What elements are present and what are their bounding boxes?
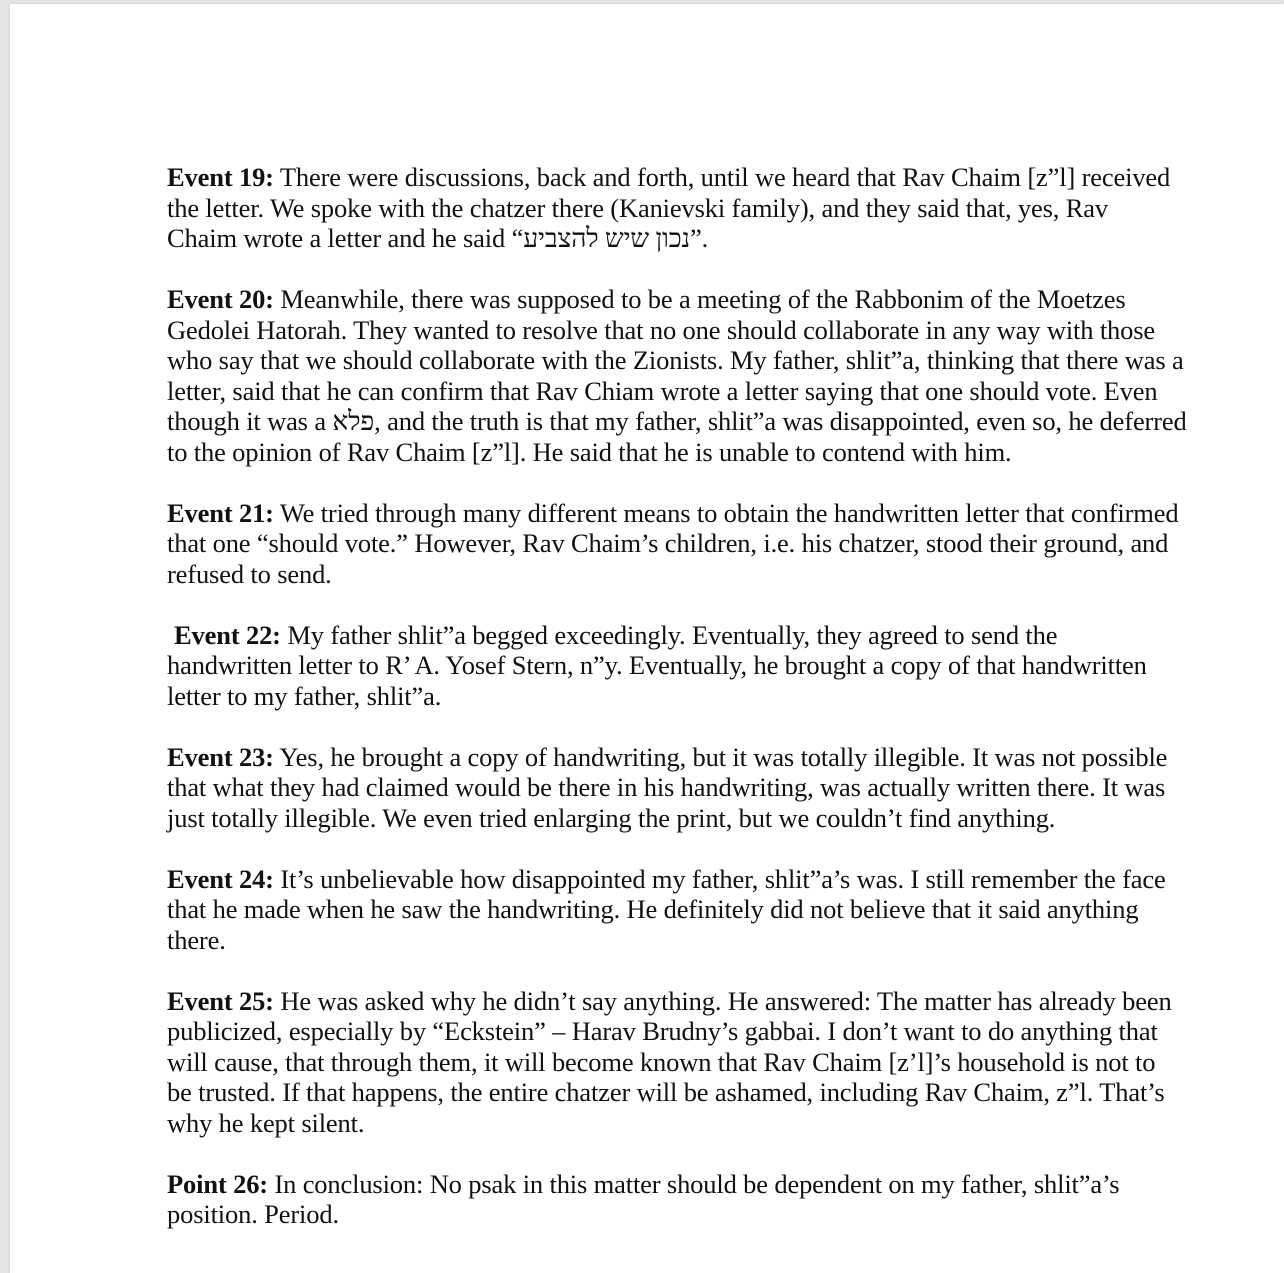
paragraph-label: Event 24: bbox=[167, 863, 274, 894]
paragraph-text: It’s unbelievable how disappointed my father, shlit”a’s was. I still remember the face bbox=[273, 863, 1166, 894]
hebrew-word: פלא bbox=[332, 406, 375, 436]
paragraph-text: just totally illegible. We even tried enlarging the print, but we couldn’t find anything. bbox=[167, 802, 1056, 833]
paragraph-text: position. Period. bbox=[167, 1199, 339, 1229]
paragraph-text: though it was a bbox=[167, 406, 333, 436]
paragraph-label: Event 23: bbox=[167, 741, 274, 772]
paragraph-label: Event 21: bbox=[167, 497, 274, 528]
paragraph-text: We tried through many different means to obtain the handwritten letter that confirmed bbox=[273, 497, 1179, 528]
paragraph-event-19 bbox=[167, 162, 1207, 254]
paragraph-text: There were discussions, back and forth, until we heard that Rav Chaim [z”l] received bbox=[273, 162, 1171, 192]
hebrew-quote: נכון שיש להצביע bbox=[523, 223, 691, 253]
paragraph-event-22 bbox=[167, 620, 1207, 651]
paragraph-point-26 bbox=[167, 1169, 1207, 1230]
paragraph-text: why he kept silent. bbox=[167, 1107, 365, 1138]
paragraph-label: Event 19: bbox=[167, 162, 274, 192]
paragraph-event-24 bbox=[167, 864, 1207, 956]
paragraph-text: ”. bbox=[690, 223, 709, 253]
paragraph-label: Event 25: bbox=[167, 985, 274, 1016]
paragraph-text: be trusted. If that happens, the entire chatzer will be ashamed, including Rav Chaim, z”l. That’s bbox=[167, 1077, 1165, 1107]
paragraph-text: Gedolei Hatorah. They wanted to resolve that no one should collaborate in any way with those bbox=[167, 314, 1156, 345]
paragraph-text: letter to my father, shlit”a. bbox=[167, 680, 442, 711]
paragraph-event-25 bbox=[167, 986, 1207, 1139]
paragraph-text: to the opinion of Rav Chaim [z”l]. He said that he is unable to contend with him. bbox=[167, 436, 1012, 467]
paragraph-text: He was asked why he didn’t say anything. He answered: The matter has already been bbox=[273, 985, 1172, 1016]
paragraph-text: that what they had claimed would be there in his handwriting, was actually written there. It was bbox=[167, 772, 1166, 802]
paragraph-event-21 bbox=[167, 498, 1207, 590]
paragraph-text: there. bbox=[167, 924, 226, 955]
paragraph-text: that one “should vote.” However, Rav Chaim’s children, i.e. his chatzer, stood their ground, and bbox=[167, 528, 1169, 558]
paragraph-label: Event 20: bbox=[167, 284, 274, 314]
document-body bbox=[167, 162, 1207, 1260]
paragraph-text: the letter. We spoke with the chatzer there (Kanievski family), and they said that, yes, Rav bbox=[167, 192, 1108, 223]
paragraph-text: that he made when he saw the handwriting. He definitely did not believe that it said anything bbox=[167, 894, 1139, 924]
paragraph-label: Point 26: bbox=[167, 1168, 268, 1199]
paragraph-event-23 bbox=[167, 742, 1207, 834]
paragraph-label: Event 22: bbox=[174, 619, 281, 650]
paragraph-event-20 bbox=[167, 284, 1207, 467]
paragraph-text: will cause, that through them, it will become known that Rav Chaim [z’l]’s household is not to bbox=[167, 1046, 1156, 1077]
paragraph-text: Yes, he brought a copy of handwriting, but it was totally illegible. It was not possible bbox=[273, 741, 1168, 772]
paragraph-text: publicized, especially by “Eckstein” – Harav Brudny’s gabbai. I don’t want to do anything that bbox=[167, 1016, 1158, 1046]
paragraph-text: My father shlit”a begged exceedingly. Eventually, they agreed to send the bbox=[280, 619, 1058, 650]
paragraph-text: who say that we should collaborate with the Zionists. My father, shlit”a, thinking that there was a bbox=[167, 345, 1184, 375]
paragraph-text: handwritten letter to R’ A. Yosef Stern, n”y. Eventually, he brought a copy of that handwritten bbox=[167, 650, 1147, 680]
paragraph-text: Meanwhile, there was supposed to be a meeting of the Rabbonim of the Moetzes bbox=[273, 284, 1126, 314]
document-page bbox=[10, 4, 1284, 1273]
paragraph-text: letter, said that he can confirm that Rav Chiam wrote a letter saying that one should vote. Even bbox=[167, 375, 1158, 406]
paragraph-text: , and the truth is that my father, shlit”a was disappointed, even so, he deferred bbox=[374, 406, 1187, 436]
paragraph-text: Chaim wrote a letter and he said “ bbox=[167, 223, 524, 253]
paragraph-text: In conclusion: No psak in this matter should be dependent on my father, shlit”a’s bbox=[267, 1168, 1120, 1199]
paragraph-text: refused to send. bbox=[167, 558, 332, 589]
